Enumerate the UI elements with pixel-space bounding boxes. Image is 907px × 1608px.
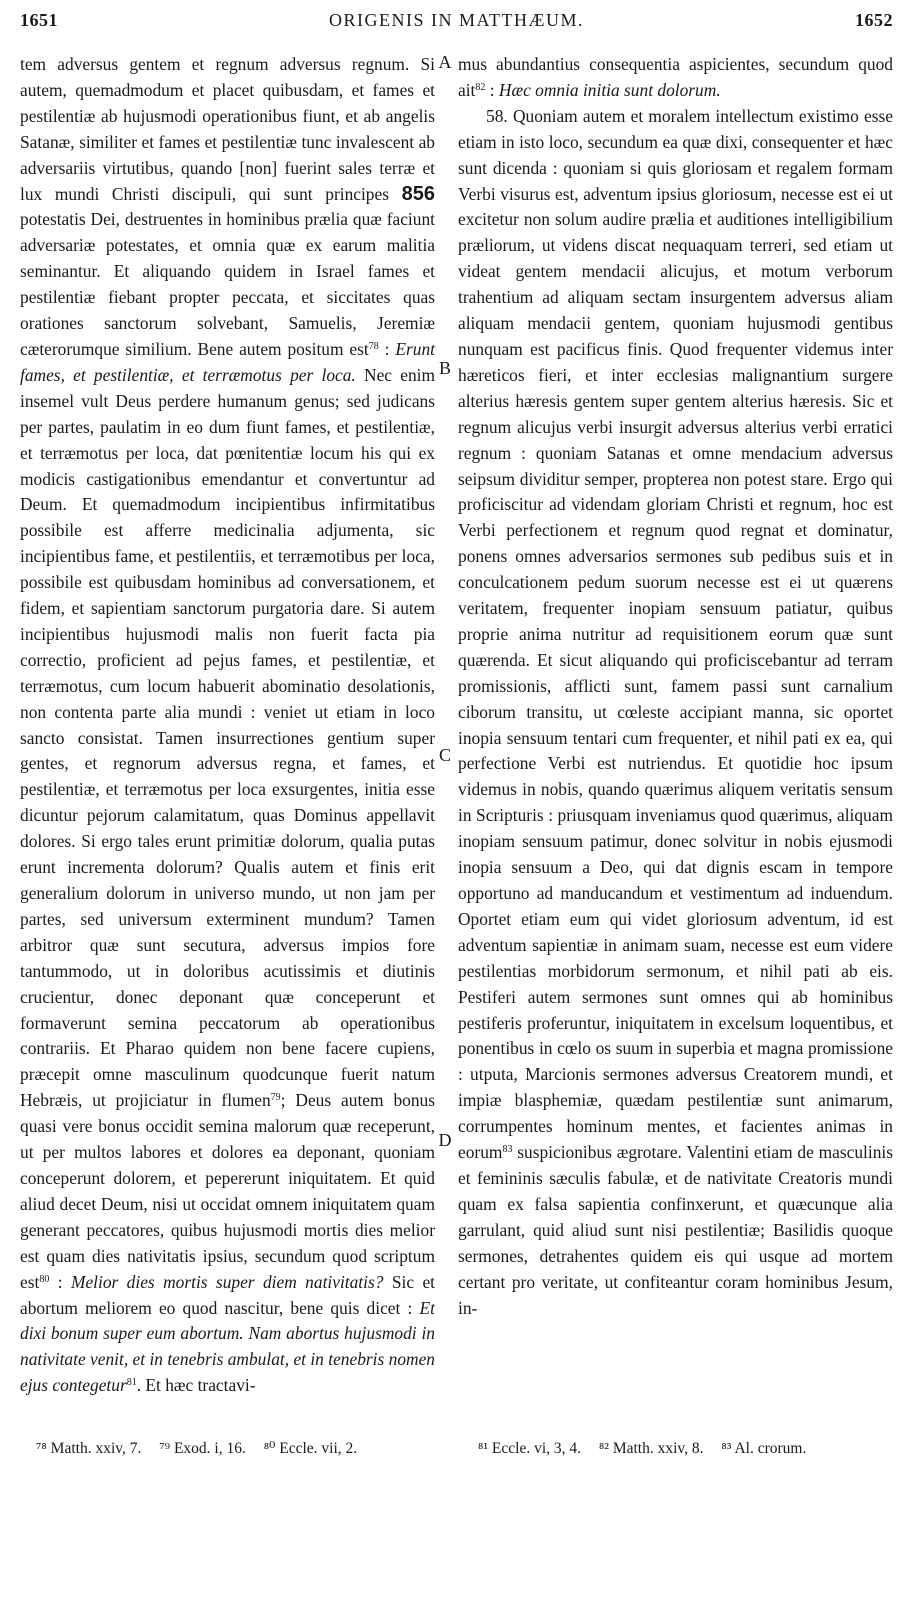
footnote-78: ⁷⁸ Matth. xxiv, 7. <box>36 1440 142 1457</box>
right-paragraph-2 <box>458 104 893 1322</box>
right-paragraph-1 <box>458 52 893 104</box>
footnote-ref: 81 <box>126 1377 137 1389</box>
margin-marker-d: D <box>438 1130 452 1150</box>
footnote-82: ⁸² Matth. xxiv, 8. <box>598 1440 704 1457</box>
page-number-left: 1651 <box>20 10 58 30</box>
text-run: : <box>378 338 396 359</box>
footnote-79: ⁷⁹ Exod. i, 16. <box>159 1440 246 1457</box>
footnotes-left <box>36 1438 456 1459</box>
text-run: mus abundantius consequentia aspicientes, secundum quod ait <box>458 54 893 100</box>
scripture-quote: Melior dies mortis super diem nativitatis? <box>70 1271 384 1292</box>
left-paragraph <box>20 52 435 1399</box>
footnote-ref: 82 <box>475 81 486 93</box>
scripture-quote: Hæc omnia initia sunt dolorum. <box>498 79 721 100</box>
page-number-right: 1652 <box>855 10 893 30</box>
text-run: Nec enim insemel vult Deus perdere humanum genus; sed judicans per partes, paulatim in eo dum fiunt fames, et pestilentiæ, et terræmotus per loca, dat pœnitentiæ locum his qui ex modicis castigationibus emendantur et convertuntur ad Deum. Et quemadmodum incipientibus infirmitatibus possibile est afferre medicinalia adjumenta, sic incipientibus fame, et pestilentiis, et terræmotibus per loca, possibile est quibusdam hominibus ad conversationem, et fidem, et sapientiam sanctorum purgatoria dare. Si autem incipientibus hujusmodi malis non fuerit facta pia correctio, proficient ad pejus fames, et pestilentiæ, et terræmotus, cum locum habuerit abominatio desolationis, non contenta parte alia mundi : veniet ut etiam in loco sancto consistat. Tamen insurrectiones gentium super gentes, et regnorum adversus regna, et fames, et pestilentiæ, et terræmotus per loca exsurgentes, initia esse dicuntur pejorum calamitatum, quas Dominus appellavit dolores. Si ergo tales erunt primitiæ dolorum, qualia putas erunt incrementa dolorum? Qualis autem et finis erit generalium dolorum in universo mundo, ut non jam per partes, sed universum exterminent mundum? Tamen arbitror quæ sunt secutura, adversus impios fore tantummodo, ut in doloribus acutissimis et diutinis crucientur, donec deponant quæ conceperunt et formaverunt semina peccatorum ab operationibus contrariis. Et Pharao quidem non bene facere cupiens, præcepit omne masculinum quodcunque fuerit natum Hebræis, ut projiciatur in flumen <box>20 364 435 1111</box>
text-run: ; Deus autem bonus quasi vere bonus occidit semina malorum quæ receperunt, ut per multos labores et dolores ea deponant, quoniam conceperunt dolorem, et pepererunt iniquitatem. Et quid aliud decet Deum, nisi ut occidat omnem iniquitatem quam generant peccatores, quibus hujusmodi mortis dies melior est quam dies nativitatis ipsius, secundum quod scriptum est <box>20 1090 435 1292</box>
text-run: suspicionibus ægrotare. Valentini etiam de masculinis et femininis sæculis fabulæ, et de nativitate Creatoris mundi quam ex falsa sapientia confinxerunt, et quæcunque alia garrulant, quid aliud sunt nisi pestilentiæ; Basilidis quoque sermones, detrahentes quidem eis qui usque ad mortem certant pro veritate, ut confiteantur coram hominibus Jesum, in- <box>458 1142 893 1318</box>
footnote-ref: 83 <box>502 1144 513 1156</box>
footnote-ref: 78 <box>368 340 379 352</box>
text-run: : <box>49 1271 71 1292</box>
text-run: . Et hæc tractavi- <box>136 1375 256 1396</box>
text-run: potestatis Dei, destruentes in hominibus prælia quæ faciunt adversariæ potestates, et omnia quæ ex earum malitia seminantur. Et aliquando quidem in Israel fames et pestilentiæ fiebant propter peccata, et siccitates quas orationes sanctorum solvebant, Samuelis, Jeremiæ cæterorumque similium. Bene autem positum est <box>20 209 435 359</box>
footnote-83: ⁸³ Al. crorum. <box>721 1440 807 1457</box>
page-header <box>20 4 893 34</box>
scripture-quote: Erunt fames, et pestilentiæ, et terræmotus per loca. <box>20 338 436 385</box>
text-run: Sic et abortum meliorem eo quod nascitur, bene quis dicet : <box>20 1271 435 1318</box>
left-column <box>20 52 435 1434</box>
scripture-quote: Et dixi bonum super eum abortum. Nam abortus hujusmodi in nativitate venit, et in tenebris ambulat, et in tenebris nomen ejus contegetur <box>20 1297 435 1396</box>
right-column <box>458 52 893 1434</box>
margin-marker-c: C <box>438 745 451 765</box>
margin-marker-a: A <box>438 52 452 72</box>
text-run: : <box>485 79 499 100</box>
footnotes-right <box>478 1438 907 1459</box>
footnote-81: ⁸¹ Eccle. vi, 3, 4. <box>478 1440 582 1457</box>
running-title: ORIGENIS IN MATTHÆUM. <box>329 10 584 30</box>
footnote-ref: 80 <box>39 1273 50 1285</box>
text-run: tem adversus gentem et regnum adversus regnum. Si autem, quemadmodum et placet quibusdam, et fames et pestilentiæ ab hujusmodi operationibus fiunt, et ab angelis Satanæ, similiter et fames et pestilentiæ tunc invalescent ab adversariis virtutibus, quando [non] fuerint sales terræ et lux mundi Christi discipuli, qui sunt principes <box>20 54 435 204</box>
footnote-80: ⁸⁰ Eccle. vii, 2. <box>263 1440 358 1457</box>
margin-marker-b: B <box>438 358 451 378</box>
column-number: 856 <box>401 182 435 205</box>
text-run: 58. Quoniam autem et moralem intellectum existimo esse etiam in isto loco, secundum ea quæ dixi, consequenter et hæc sunt dicenda : quoniam si quis gloriosam et regalem formam Verbi visurus est, adventum ipsius gloriosum, necesse est ei ut excitetur non solum audire prælia et auditiones intelligibilium præliorum, ut videns discat nequaquam terreri, sed etiam ut videat gentem mendacii alicujus, et motum verborum trahentium ad aliquam sectam insurgentem adversus aliam aliquam mendacii gentem, quoniam hujusmodi gentibus nunquam est pacificus finis. Quod frequenter videmus inter hæreticos fieri, et inter ecclesias malignantium surgere alterius hæresis gentem super gentem alterius hæresis. Sic et regnum alicujus verbi insurgit adversus alterius verbi erratici regnum : quoniam Satanas et omne mendacium adversus seipsum dividitur semper, propterea non potest stare. Ergo qui proficiscitur ad videndam gloriam Christi et regnum, hoc est Verbi perfectionem et regnum quod regnat et dominatur, ponens omnes adversarios sermones sub pedibus suis et in conculcationem pedum suorum necesse est ei ut quærens veritatem, frequenter inopiam sensuum patiatur, quibus proprie anima nutritur ad requisitionem eorum quæ sunt quærenda. Et sicut aliquando qui proficiscebantur ad terram promissionis, afflicti sunt, famem passi sunt carnalium ciborum transitu, ut cœleste accipiant manna, sic oportet inopia sensuum tentari cum frequenter, et nihil pati ex ea, qui perfectione Verbi est nutriendus. Et quotidie hoc ipsum videmus in nobis, quando quærimus aliquem veritatis sensum in Scripturis : priusquam inveniamus quod quærimus, aliquam inopiam sensuum patimur, donec solvitur in nobis ejusmodi inopia sensuum a Deo, qui dat dignis escam in tempore opportuno ad manducandum et vestimentum ad induendum. Oportet etiam eum qui videt gloriosum adventum, id est adventum sapientiæ in animam suam, necesse est eum videre pestilentias morbidorum sermonum, et nihil pati ab eis. Pestiferi autem sermones sunt omnes qui ab hominibus pestiferis proferuntur, iniquitatem in excelsum loquentibus, et ponentibus in cœlo os suum in superbia et magna promissione : utputa, Marcionis sermones adversus Creatorem mundi, et impiæ blasphemiæ, quædam pestilentiæ sunt animarum, corrumpentes hominum mentes, et facientes animas in eorum <box>458 105 893 1163</box>
footnote-ref: 79 <box>270 1092 281 1104</box>
